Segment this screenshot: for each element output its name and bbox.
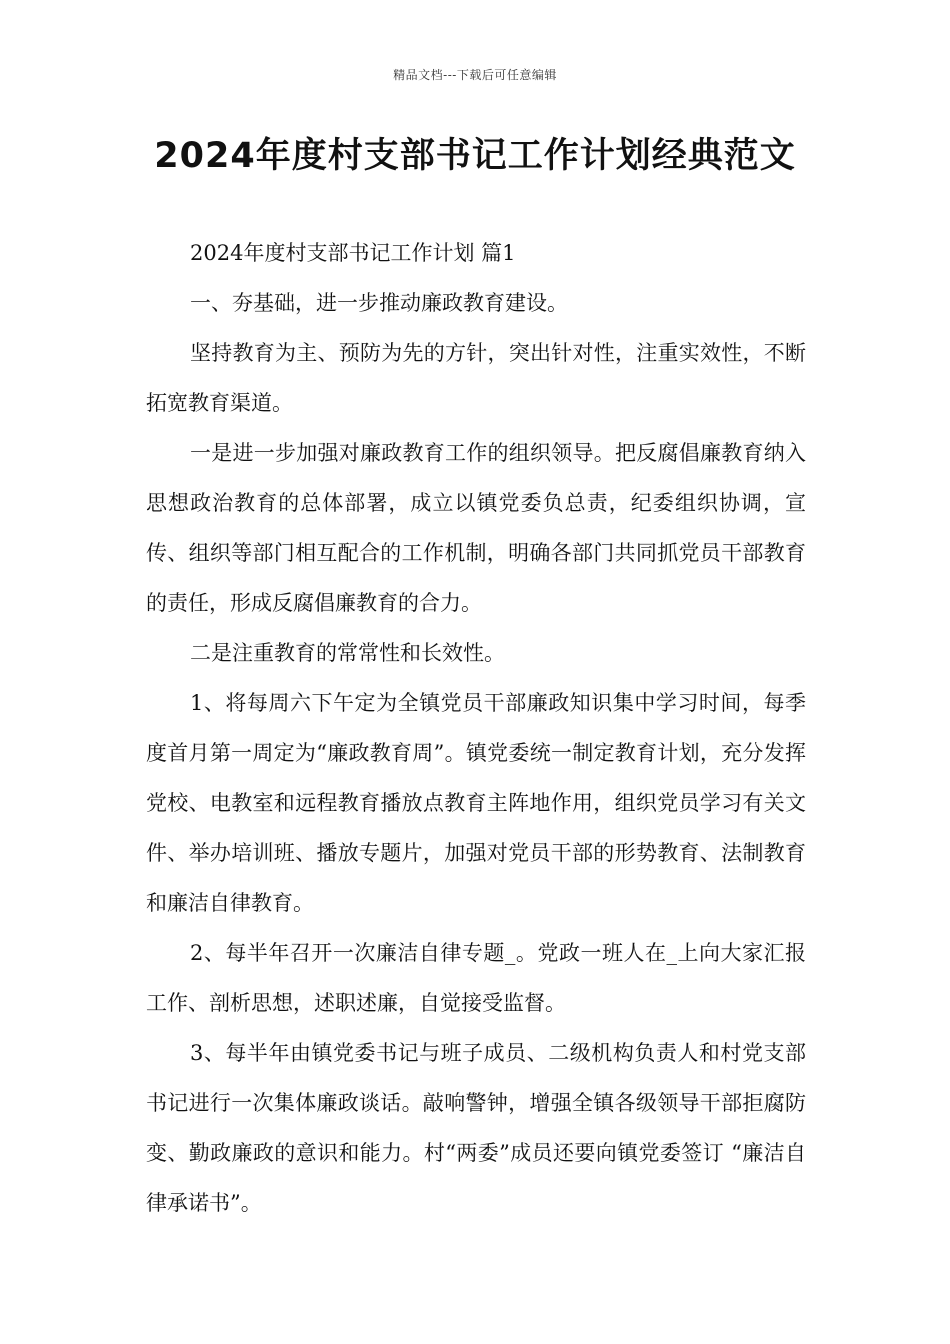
- body-paragraph: 二是注重教育的常常性和长效性。: [190, 641, 505, 665]
- body-paragraph: 一是进一步加强对廉政教育工作的组织领导。把反腐倡廉教育纳入思想政治教育的总体部署，成立以镇党委负总责，纪委组织协调，宣传、组织等部门相互配合的工作机制，明确各部门共同抓党员干部教育的责任，形成反腐倡廉教育的合力。: [146, 441, 806, 615]
- document-title: 2024年度村支部书记工作计划经典范文: [154, 136, 796, 176]
- header-note: 精品文档---下载后可任意编辑: [393, 68, 557, 82]
- section-heading: 2024年度村支部书记工作计划 篇1: [190, 241, 516, 265]
- body-paragraph: 坚持教育为主、预防为先的方针，突出针对性，注重实效性，不断拓宽教育渠道。: [146, 341, 806, 415]
- body-paragraph: 3、每半年由镇党委书记与班子成员、二级机构负责人和村党支部书记进行一次集体廉政谈话。敲响警钟，增强全镇各级领导干部拒腐防变、勤政廉政的意识和能力。村“两委”成员还要向镇党委签订 “廉洁自律承诺书”。: [146, 1041, 806, 1215]
- body-paragraph: 1、将每周六下午定为全镇党员干部廉政知识集中学习时间，每季度首月第一周定为“廉政教育周”。镇党委统一制定教育计划，充分发挥党校、电教室和远程教育播放点教育主阵地作用，组织党员学习有关文件、举办培训班、播放专题片，加强对党员干部的形势教育、法制教育和廉洁自律教育。: [146, 691, 806, 915]
- document-body: [146, 228, 806, 1228]
- body-paragraph: 2、每半年召开一次廉洁自律专题_。党政一班人在_上向大家汇报工作、剖析思想，述职述廉，自觉接受监督。: [146, 941, 806, 1015]
- subsection-heading: 一、夯基础，进一步推动廉政教育建设。: [190, 291, 568, 315]
